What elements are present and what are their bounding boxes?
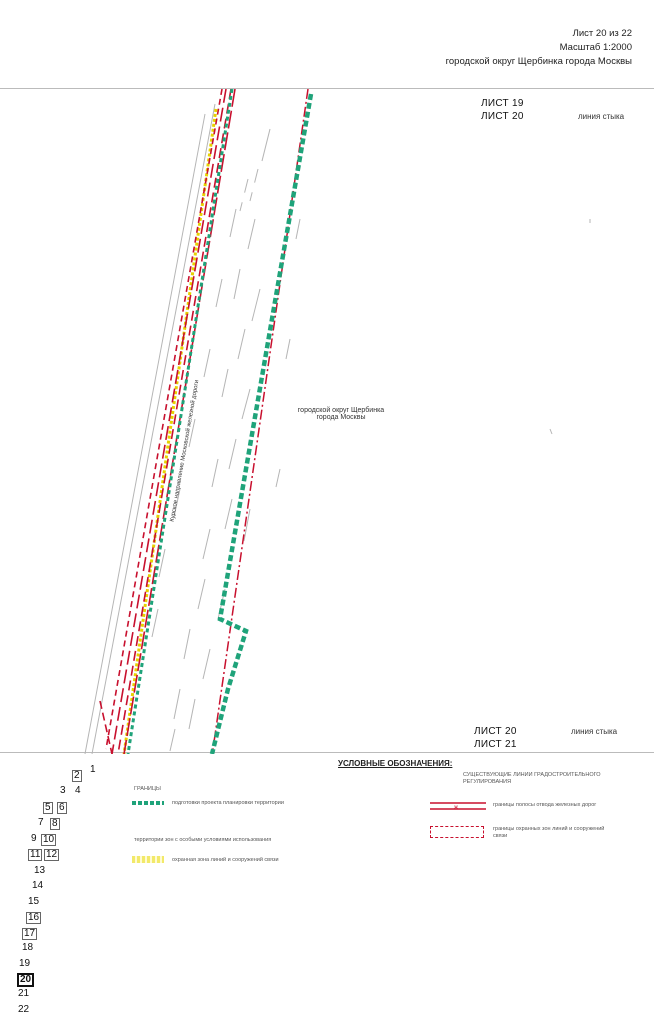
sheet-index-13[interactable]: 13	[34, 865, 46, 876]
bottom-sheet-label-20: ЛИСТ 20	[474, 726, 517, 737]
sheet-index-17[interactable]: 17	[24, 928, 36, 939]
legend-swatch-communication-zone	[132, 856, 164, 863]
svg-text:ж: ж	[454, 805, 459, 811]
legend-item-communication-zone: охранная зона линий и сооружений связи	[172, 857, 279, 863]
legend-item-railway-strip: границы полосы отвода железных дорог	[493, 802, 597, 808]
bottom-seam-label: линия стыка	[571, 727, 618, 736]
area-name: городской округ Щербинка города Москвы	[445, 56, 632, 67]
railway-strip-boundary	[100, 89, 235, 754]
sheet-index-9[interactable]: 9	[31, 833, 37, 844]
district-label: городской округ Щербинка города Москвы	[297, 407, 385, 421]
bottom-sheet-label-21: ЛИСТ 21	[474, 739, 517, 750]
sheet-index-18[interactable]: 18	[22, 942, 34, 953]
legend-swatch-railway-strip	[430, 800, 486, 812]
sheet-index-11[interactable]: 11	[30, 849, 41, 860]
top-seam-label: линия стыка	[578, 112, 625, 121]
legend-swatch-project-boundary	[132, 800, 164, 806]
sheet-index-6[interactable]: 6	[59, 802, 65, 813]
map-frame	[0, 88, 654, 753]
legend-item-security-zone: границы охранных зон линий и сооружений связи	[493, 826, 605, 840]
sheet-index-1[interactable]: 1	[90, 764, 96, 775]
sheet-index-16[interactable]: 16	[28, 912, 40, 923]
sheet-index-7[interactable]: 7	[38, 817, 44, 828]
legend-group-existing-lines: СУЩЕСТВУЮЩИЕ ЛИНИИ ГРАДОСТРОИТЕЛЬНОГО РЕГУЛИРОВАНИЯ	[463, 772, 601, 786]
legend-group-borders: ГРАНИЦЫ	[134, 786, 161, 792]
sheet-index-21[interactable]: 21	[18, 988, 30, 999]
legend-title: УСЛОВНЫЕ ОБОЗНАЧЕНИЯ:	[338, 759, 453, 768]
communication-zone-line	[124, 109, 216, 754]
legend-item-project-boundary: подготовки проекта планировки территории	[172, 800, 284, 806]
map-drawing	[0, 89, 654, 754]
top-sheet-label-19: ЛИСТ 19	[481, 98, 524, 109]
sheet-index-8[interactable]: 8	[52, 818, 58, 829]
sheet-index-22[interactable]: 22	[18, 1004, 30, 1015]
background-hatching	[85, 104, 590, 754]
railway-label: Курское направление Московской железной дороги	[169, 379, 201, 523]
sheet-index-3[interactable]: 3	[60, 785, 66, 796]
sheet-index-12[interactable]: 12	[46, 849, 58, 860]
legend-swatch-security-zone	[430, 826, 484, 838]
sheet-index-5[interactable]: 5	[45, 802, 51, 813]
sheet-index-20-current[interactable]: 20	[17, 973, 34, 987]
sheet-index-10[interactable]: 10	[43, 834, 55, 845]
legend-group-special-zones: территории зон с особыми условиями использования	[134, 837, 272, 843]
sheet-index-14[interactable]: 14	[32, 880, 44, 891]
top-sheet-label-20: ЛИСТ 20	[481, 111, 524, 122]
map-scale: Масштаб 1:2000	[559, 42, 632, 53]
sheet-index-2[interactable]: 2	[74, 770, 80, 781]
sheet-number: Лист 20 из 22	[572, 28, 632, 39]
sheet-index-15[interactable]: 15	[28, 896, 40, 907]
sheet-index-4[interactable]: 4	[75, 785, 81, 796]
project-boundary-left	[128, 89, 232, 754]
sheet-index-19[interactable]: 19	[19, 958, 31, 969]
